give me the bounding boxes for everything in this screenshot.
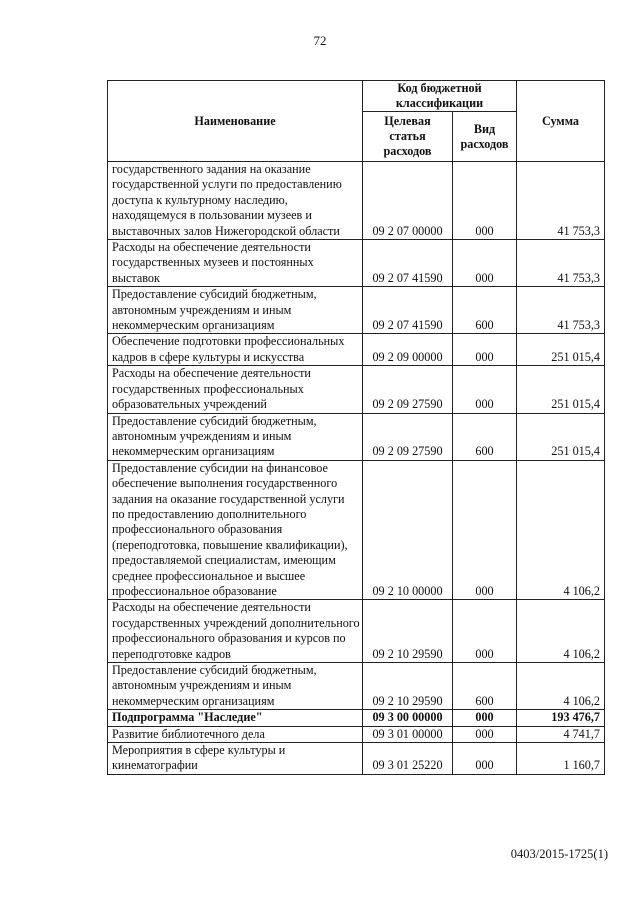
row-target-code: 09 2 09 00000 xyxy=(363,334,453,366)
row-target-code: 09 2 07 41590 xyxy=(363,287,453,334)
table-row xyxy=(108,710,605,726)
row-name: Обеспечение подготовки профессиональных кадров в сфере культуры и искусства xyxy=(108,334,363,366)
row-sum: 193 476,7 xyxy=(517,710,605,726)
row-name: Предоставление субсидии на финансовое обеспечение выполнения государственного задания на оказание государственной услуги по предоставлению дополнительного профессионального образования (переподготовка, повышение квалификации), предоставляемой специалистам, имеющим среднее профессиональное и высшее профессиональное образование xyxy=(108,460,363,600)
document-number: 0403/2015-1725(1) xyxy=(510,847,608,861)
row-expense-type: 600 xyxy=(453,663,517,710)
row-expense-type: 000 xyxy=(453,334,517,366)
table-row xyxy=(108,240,605,287)
header-name: Наименование xyxy=(108,81,363,162)
row-target-code: 09 3 01 25220 xyxy=(363,743,453,775)
row-sum: 251 015,4 xyxy=(517,413,605,460)
budget-table xyxy=(107,80,605,775)
row-name: Предоставление субсидий бюджетным, автономным учреждениям и иным некоммерческим организациям xyxy=(108,663,363,710)
header-type: Вид расходов xyxy=(453,112,517,162)
header-sum: Сумма xyxy=(517,81,605,162)
row-sum: 41 753,3 xyxy=(517,240,605,287)
table-body xyxy=(108,162,605,775)
table-row xyxy=(108,726,605,742)
row-sum: 4 106,2 xyxy=(517,600,605,663)
row-expense-type: 000 xyxy=(453,710,517,726)
table-row xyxy=(108,287,605,334)
row-name: Предоставление субсидий бюджетным, автономным учреждениям и иным некоммерческим организациям xyxy=(108,413,363,460)
row-sum: 4 106,2 xyxy=(517,663,605,710)
row-sum: 41 753,3 xyxy=(517,287,605,334)
row-target-code: 09 2 09 27590 xyxy=(363,413,453,460)
header-target: Целевая статья расходов xyxy=(363,112,453,162)
row-target-code: 09 2 10 29590 xyxy=(363,663,453,710)
row-name: Расходы на обеспечение деятельности государственных учреждений дополнительного профессионального образования и курсов по переподготовке кадров xyxy=(108,600,363,663)
row-sum: 1 160,7 xyxy=(517,743,605,775)
row-expense-type: 000 xyxy=(453,460,517,600)
row-target-code: 09 2 07 41590 xyxy=(363,240,453,287)
header-code-group: Код бюджетной классификации xyxy=(363,81,517,112)
row-target-code: 09 2 07 00000 xyxy=(363,162,453,240)
row-expense-type: 600 xyxy=(453,413,517,460)
row-target-code: 09 2 09 27590 xyxy=(363,366,453,413)
row-sum: 251 015,4 xyxy=(517,334,605,366)
row-sum: 251 015,4 xyxy=(517,366,605,413)
table-row xyxy=(108,743,605,775)
page-number: 72 xyxy=(313,33,327,48)
table-row xyxy=(108,366,605,413)
row-target-code: 09 3 00 00000 xyxy=(363,710,453,726)
row-expense-type: 600 xyxy=(453,287,517,334)
row-name: Расходы на обеспечение деятельности государственных профессиональных образовательных учреждений xyxy=(108,366,363,413)
row-expense-type: 000 xyxy=(453,162,517,240)
table-row xyxy=(108,162,605,240)
row-expense-type: 000 xyxy=(453,600,517,663)
row-name: Расходы на обеспечение деятельности государственных музеев и постоянных выставок xyxy=(108,240,363,287)
row-expense-type: 000 xyxy=(453,743,517,775)
table-row xyxy=(108,663,605,710)
row-sum: 4 106,2 xyxy=(517,460,605,600)
table-row xyxy=(108,460,605,600)
row-target-code: 09 3 01 00000 xyxy=(363,726,453,742)
row-sum: 41 753,3 xyxy=(517,162,605,240)
row-expense-type: 000 xyxy=(453,726,517,742)
row-target-code: 09 2 10 29590 xyxy=(363,600,453,663)
table-row xyxy=(108,413,605,460)
row-name: государственного задания на оказание государственной услуги по предоставлению доступа к культурному наследию, находящемуся в пользовании музеев и выставочных залов Нижегородской области xyxy=(108,162,363,240)
table-row xyxy=(108,334,605,366)
row-name: Подпрограмма "Наследие" xyxy=(108,710,363,726)
row-name: Мероприятия в сфере культуры и кинематографии xyxy=(108,743,363,775)
table-row xyxy=(108,600,605,663)
row-name: Развитие библиотечного дела xyxy=(108,726,363,742)
row-expense-type: 000 xyxy=(453,240,517,287)
row-expense-type: 000 xyxy=(453,366,517,413)
row-name: Предоставление субсидий бюджетным, автономным учреждениям и иным некоммерческим организациям xyxy=(108,287,363,334)
row-target-code: 09 2 10 00000 xyxy=(363,460,453,600)
row-sum: 4 741,7 xyxy=(517,726,605,742)
